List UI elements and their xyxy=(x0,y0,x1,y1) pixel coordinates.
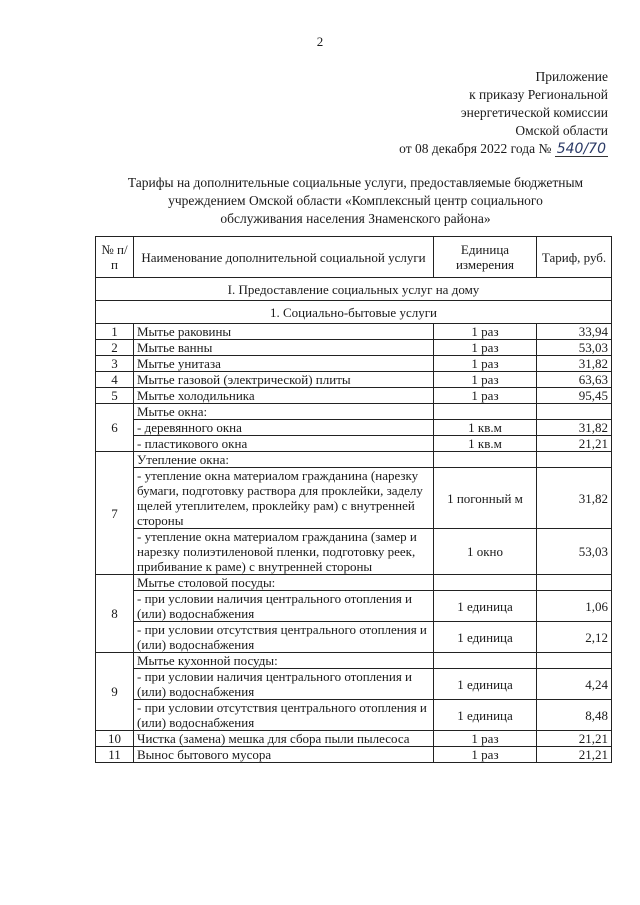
cell-unit: 1 раз xyxy=(434,388,537,404)
table-row xyxy=(96,575,612,591)
title-line: Тарифы на дополнительные социальные услуги, предоставляемые бюджетным xyxy=(127,175,584,190)
table-row xyxy=(96,529,612,575)
cell-num: 10 xyxy=(96,731,134,747)
cell-unit: 1 погонный м xyxy=(434,468,537,529)
table-row xyxy=(96,468,612,529)
table-row xyxy=(96,452,612,468)
subsection-row xyxy=(96,301,612,324)
cell-num: 8 xyxy=(96,575,134,653)
title-line: обслуживания населения Знаменского района» xyxy=(220,211,491,226)
cell-price-empty xyxy=(537,653,612,669)
cell-num: 1 xyxy=(96,324,134,340)
cell-price: 63,63 xyxy=(537,372,612,388)
cell-unit: 1 единица xyxy=(434,622,537,653)
cell-unit: 1 единица xyxy=(434,669,537,700)
cell-unit: 1 раз xyxy=(434,372,537,388)
table-row xyxy=(96,731,612,747)
table-row xyxy=(96,747,612,763)
cell-group-title: Утепление окна: xyxy=(134,452,434,468)
table-row xyxy=(96,388,612,404)
cell-price: 21,21 xyxy=(537,436,612,452)
table-row xyxy=(96,324,612,340)
table-row xyxy=(96,622,612,653)
appendix-line: Омской области xyxy=(515,123,608,138)
cell-unit: 1 окно xyxy=(434,529,537,575)
table-row xyxy=(96,356,612,372)
cell-name: - при условии отсутствия центрального отопления и (или) водоснабжения xyxy=(134,622,434,653)
table-row xyxy=(96,653,612,669)
cell-price: 31,82 xyxy=(537,356,612,372)
cell-name: Мытье ванны xyxy=(134,340,434,356)
cell-num: 3 xyxy=(96,356,134,372)
cell-unit-empty xyxy=(434,452,537,468)
cell-name: Мытье унитаза xyxy=(134,356,434,372)
cell-unit: 1 раз xyxy=(434,356,537,372)
cell-num: 11 xyxy=(96,747,134,763)
table-header-row xyxy=(96,237,612,278)
section-title: I. Предоставление социальных услуг на дому xyxy=(96,278,612,301)
table-row xyxy=(96,669,612,700)
subsection-title: 1. Социально-бытовые услуги xyxy=(96,301,612,324)
cell-price: 4,24 xyxy=(537,669,612,700)
cell-price: 95,45 xyxy=(537,388,612,404)
cell-num: 6 xyxy=(96,404,134,452)
cell-name: - при условии отсутствия центрального отопления и (или) водоснабжения xyxy=(134,700,434,731)
cell-name: - при условии наличия центрального отопления и (или) водоснабжения xyxy=(134,591,434,622)
cell-unit: 1 кв.м xyxy=(434,420,537,436)
cell-price-empty xyxy=(537,404,612,420)
cell-unit: 1 раз xyxy=(434,731,537,747)
cell-name: - деревянного окна xyxy=(134,420,434,436)
tariff-table xyxy=(95,236,612,763)
cell-price: 33,94 xyxy=(537,324,612,340)
cell-num: 7 xyxy=(96,452,134,575)
appendix-line: к приказу Региональной xyxy=(469,87,608,102)
table-row xyxy=(96,420,612,436)
cell-unit-empty xyxy=(434,404,537,420)
cell-name: Мытье газовой (электрической) плиты xyxy=(134,372,434,388)
cell-price: 53,03 xyxy=(537,340,612,356)
cell-unit: 1 единица xyxy=(434,591,537,622)
cell-price: 31,82 xyxy=(537,468,612,529)
section-row xyxy=(96,278,612,301)
cell-group-title: Мытье кухонной посуды: xyxy=(134,653,434,669)
cell-price: 21,21 xyxy=(537,747,612,763)
cell-unit-empty xyxy=(434,575,537,591)
cell-name: - утепление окна материалом гражданина (нарезку бумаги, подготовку раствора для проклейки, заделу щелей утеплителем, проклейку рам) с внутренней стороны xyxy=(134,468,434,529)
cell-group-title: Мытье столовой посуды: xyxy=(134,575,434,591)
header-name: Наименование дополнительной социальной услуги xyxy=(134,237,434,278)
table-row xyxy=(96,591,612,622)
cell-price: 31,82 xyxy=(537,420,612,436)
cell-num: 5 xyxy=(96,388,134,404)
cell-name: Мытье холодильника xyxy=(134,388,434,404)
cell-unit: 1 раз xyxy=(434,324,537,340)
document-title xyxy=(88,174,623,228)
table-row xyxy=(96,372,612,388)
appendix-line: Приложение xyxy=(535,69,608,84)
cell-unit: 1 кв.м xyxy=(434,436,537,452)
cell-name: - при условии наличия центрального отопления и (или) водоснабжения xyxy=(134,669,434,700)
table-row xyxy=(96,700,612,731)
appendix-date-line xyxy=(399,140,608,158)
cell-name: - утепление окна материалом гражданина (замер и нарезку полиэтиленовой пленки, подготовку реек, прибивание к раме) с внутренней стороны xyxy=(134,529,434,575)
cell-price: 53,03 xyxy=(537,529,612,575)
cell-unit: 1 раз xyxy=(434,747,537,763)
appendix-line: энергетической комиссии xyxy=(460,105,608,120)
cell-num: 2 xyxy=(96,340,134,356)
header-price: Тариф, руб. xyxy=(537,237,612,278)
cell-unit: 1 единица xyxy=(434,700,537,731)
cell-unit-empty xyxy=(434,653,537,669)
cell-price: 8,48 xyxy=(537,700,612,731)
order-number-handwritten: 540/70 xyxy=(556,141,606,157)
table-row xyxy=(96,404,612,420)
appendix-block xyxy=(399,68,608,158)
table-row xyxy=(96,340,612,356)
page-number: 2 xyxy=(316,34,324,49)
cell-price: 2,12 xyxy=(537,622,612,653)
cell-group-title: Мытье окна: xyxy=(134,404,434,420)
header-num: № п/п xyxy=(96,237,134,278)
cell-num: 9 xyxy=(96,653,134,731)
header-unit: Единица измерения xyxy=(434,237,537,278)
cell-num: 4 xyxy=(96,372,134,388)
title-line: учреждением Омской области «Комплексный центр социального xyxy=(168,193,543,208)
cell-name: Чистка (замена) мешка для сбора пыли пылесоса xyxy=(134,731,434,747)
cell-price: 1,06 xyxy=(537,591,612,622)
table-row xyxy=(96,436,612,452)
cell-name: Мытье раковины xyxy=(134,324,434,340)
cell-price-empty xyxy=(537,452,612,468)
cell-unit: 1 раз xyxy=(434,340,537,356)
cell-name: Вынос бытового мусора xyxy=(134,747,434,763)
cell-name: - пластикового окна xyxy=(134,436,434,452)
cell-price: 21,21 xyxy=(537,731,612,747)
appendix-date: от 08 декабря 2022 года № xyxy=(399,141,552,156)
cell-price-empty xyxy=(537,575,612,591)
